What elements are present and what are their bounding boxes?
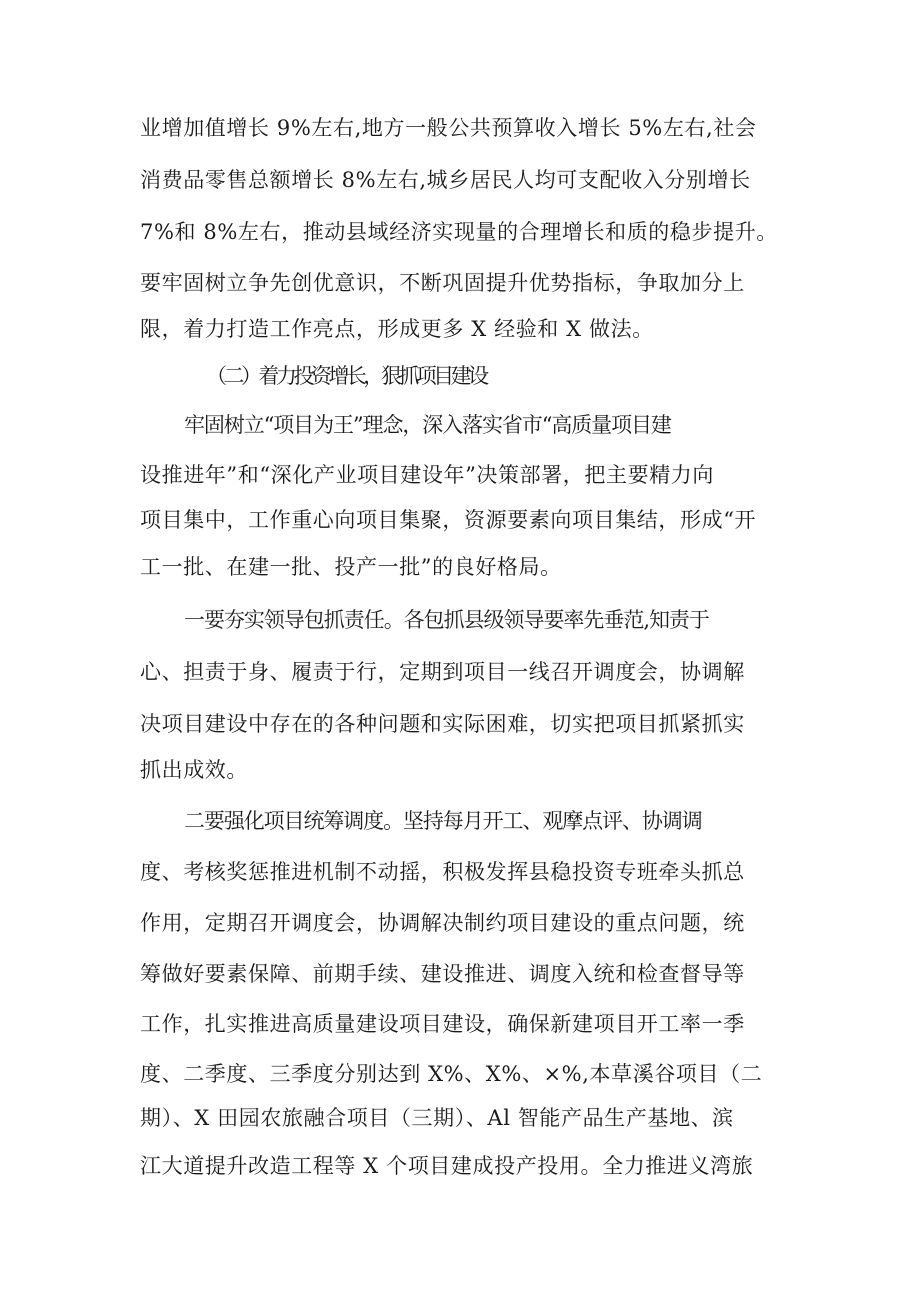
section-heading: （二）着力投资增长，狠抓项目建设 xyxy=(206,364,486,388)
paragraph-line: 牢固树立“项目为王”理念，深入落实省市“高质量项目建 xyxy=(184,413,671,437)
paragraph-line: 二要强化项目统筹调度。坚持每月开工、观摩点评、协调调 xyxy=(184,809,702,833)
paragraph-line: 心、担责于身、履责于行，定期到项目一线召开调度会，协调解 xyxy=(140,660,745,684)
paragraph-line: 一要夯实领导包抓责任。各包抓县级领导要率先垂范,知责于 xyxy=(184,608,709,632)
paragraph-line: 7%和 8%左右，推动县域经济实现量的合理增长和质的稳步提升。 xyxy=(140,220,778,244)
paragraph-line: 限，着力打造工作亮点，形成更多 X 经验和 X 做法。 xyxy=(140,317,654,341)
paragraph-line: 设推进年”和“深化产业项目建设年”决策部署，把主要精力向 xyxy=(140,463,715,487)
paragraph-line: 江大道提升改造工程等 X 个项目建成投产投用。全力推进义湾旅 xyxy=(140,1154,754,1178)
paragraph-line: 工一批、在建一批、投产一批”的良好格局。 xyxy=(140,555,562,579)
paragraph-line: 度、考核奖惩推进机制不动摇，积极发挥县稳投资专班牵头抓总 xyxy=(140,860,745,884)
paragraph-line: 期）、X 田园农旅融合项目（三期）、Al 智能产品生产基地、滨 xyxy=(140,1106,734,1130)
paragraph-line: 要牢固树立争先创优意识，不断巩固提升优势指标，争取加分上 xyxy=(140,271,745,295)
paragraph-line: 业增加值增长 9%左右,地方一般公共预算收入增长 5%左右,社会 xyxy=(140,116,757,140)
paragraph-line: 消费品零售总额增长 8%左右,城乡居民人均可支配收入分别增长 xyxy=(140,168,751,192)
paragraph-line: 决项目建设中存在的各种问题和实际困难，切实把项目抓紧抓实 xyxy=(140,712,745,736)
paragraph-line: 工作，扎实推进高质量建设项目建设，确保新建项目开工率一季 xyxy=(140,1012,745,1036)
paragraph-line: 项目集中，工作重心向项目集聚，资源要素向项目集结，形成“开 xyxy=(140,508,757,532)
paragraph-line: 抓出成效。 xyxy=(140,758,248,782)
paragraph-line: 作用，定期召开调度会，协调解决制约项目建设的重点问题，统 xyxy=(140,911,745,935)
paragraph-line: 度、二季度、三季度分别达到 X%、X%、×%,本草溪谷项目（二 xyxy=(140,1062,763,1086)
paragraph-line: 筹做好要素保障、前期手续、建设推进、调度入统和检查督导等 xyxy=(140,962,745,986)
